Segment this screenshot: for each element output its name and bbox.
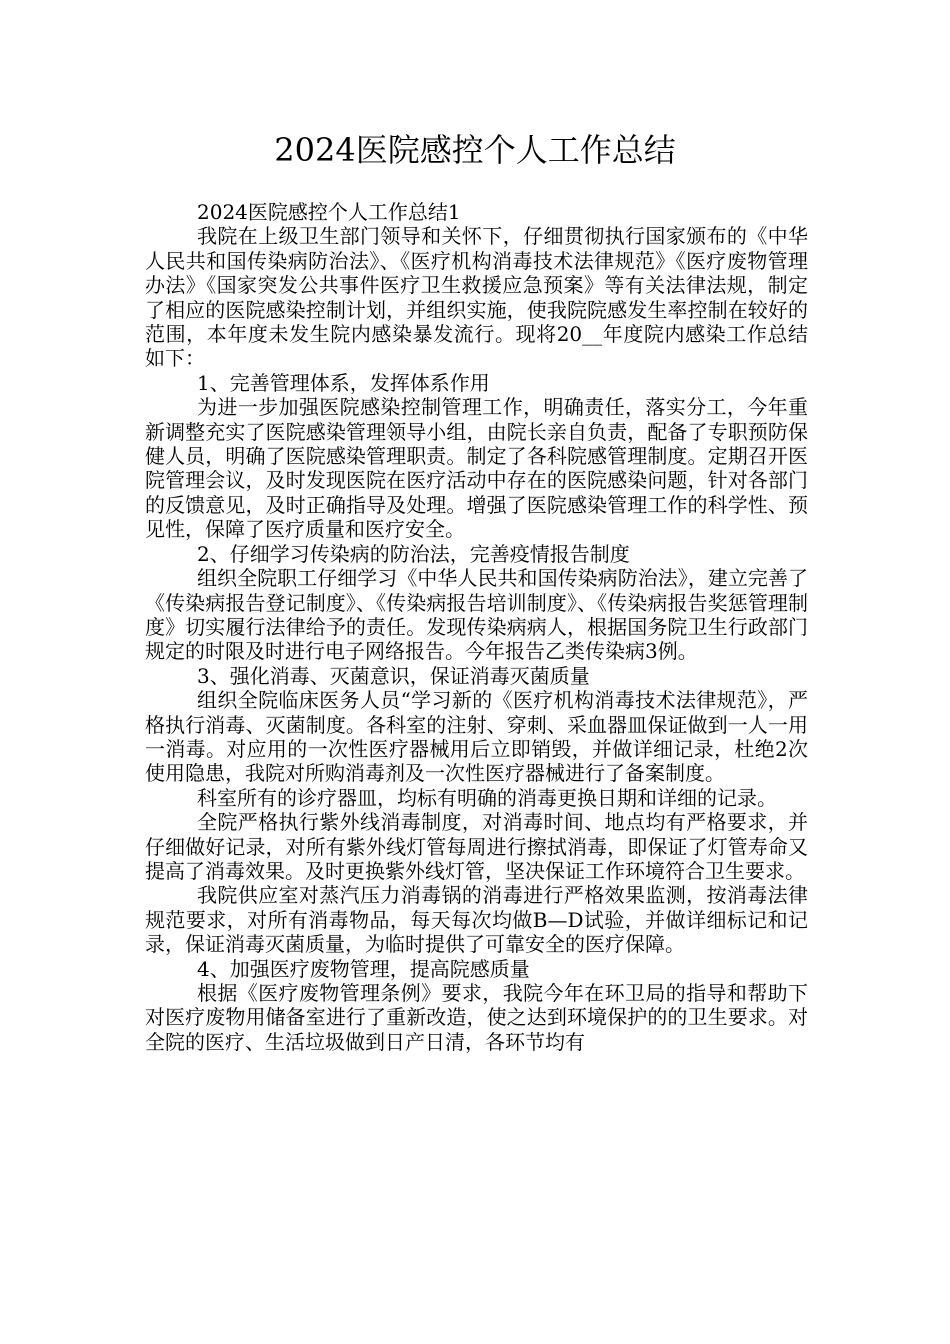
document-title: 2024医院感控个人工作总结 [274,131,676,169]
paragraph-intro: 我院在上级卫生部门领导和关怀下，仔细贯彻执行国家颁布的《中华人民共和国传染病防治法》、《医疗机构消毒技术法律规范》《医疗废物管理办法》《国家突发公共事件医疗卫生救援应急预案》等有关法律法规，制定了相应的医院感染控制计划，并组织实施，使我院院感发生率控制在较好的范围，本年度未发生院内感染暴发流行。现将20__年度院内感染工作总结如下： [145,224,808,371]
section-heading-2: 2、仔细学习传染病的防治法，完善疫情报告制度 [197,541,630,566]
paragraph-section-4: 根据《医疗废物管理条例》要求，我院今年在环卫局的指导和帮助下对医疗废物用储备室进行了重新改造，使之达到环境保护的的卫生要求。对全院的医疗、生活垃圾做到日产日清，各环节均有 [145,981,808,1054]
paragraph-section-3a: 组织全院临床医务人员“学习新的《医疗机构消毒技术法律规范》，严格执行消毒、灭菌制度。各科室的注射、穿刺、采血器皿保证做到一人一用一消毒。对应用的一次性医疗器械用后立即销毁，并做详细记录，杜绝2次使用隐患，我院对所购消毒剂及一次性医疗器械进行了备案制度。 [145,688,808,786]
paragraph-section-1: 为进一步加强医院感染控制管理工作，明确责任，落实分工，今年重新调整充实了医院感染管理领导小组，由院长亲自负责，配备了专职预防保健人员，明确了医院感染管理职责。制定了各科院感管理制度。定期召开医院管理会议，及时发现医院在医疗活动中存在的医院感染问题，针对各部门的反馈意见，及时正确指导及处理。增强了医院感染管理工作的科学性、预见性，保障了医疗质量和医疗安全。 [145,395,808,542]
paragraph-section-3d: 我院供应室对蒸汽压力消毒锅的消毒进行严格效果监测，按消毒法律规范要求，对所有消毒物品，每天每次均做B—D试验，并做详细标记和记录，保证消毒灭菌质量，为临时提供了可靠安全的医疗保障。 [145,883,808,957]
section-heading-main: 2024医院感控个人工作总结1 [197,200,461,224]
section-heading-3: 3、强化消毒、灭菌意识，保证消毒灭菌质量 [197,663,590,688]
document-body [145,200,808,1054]
section-heading-4: 4、加强医疗废物管理，提高院感质量 [197,956,530,981]
paragraph-section-2: 组织全院职工仔细学习《中华人民共和国传染病防治法》，建立完善了《传染病报告登记制度》、《传染病报告培训制度》、《传染病报告奖惩管理制度》切实履行法律给予的责任。发现传染病病人，根据国务院卫生行政部门规定的时限及时进行电子网络报告。今年报告乙类传染病3例。 [145,566,808,664]
paragraph-section-3b: 科室所有的诊疗器皿，均标有明确的消毒更换日期和详细的记录。 [197,785,777,810]
paragraph-section-3c: 全院严格执行紫外线消毒制度，对消毒时间、地点均有严格要求，并仔细做好记录，对所有紫外线灯管每周进行擦拭消毒，即保证了灯管寿命又提高了消毒效果。及时更换紫外线灯管，坚决保证工作环境符合卫生要求。 [145,810,808,883]
section-heading-1: 1、完善管理体系，发挥体系作用 [197,370,490,395]
